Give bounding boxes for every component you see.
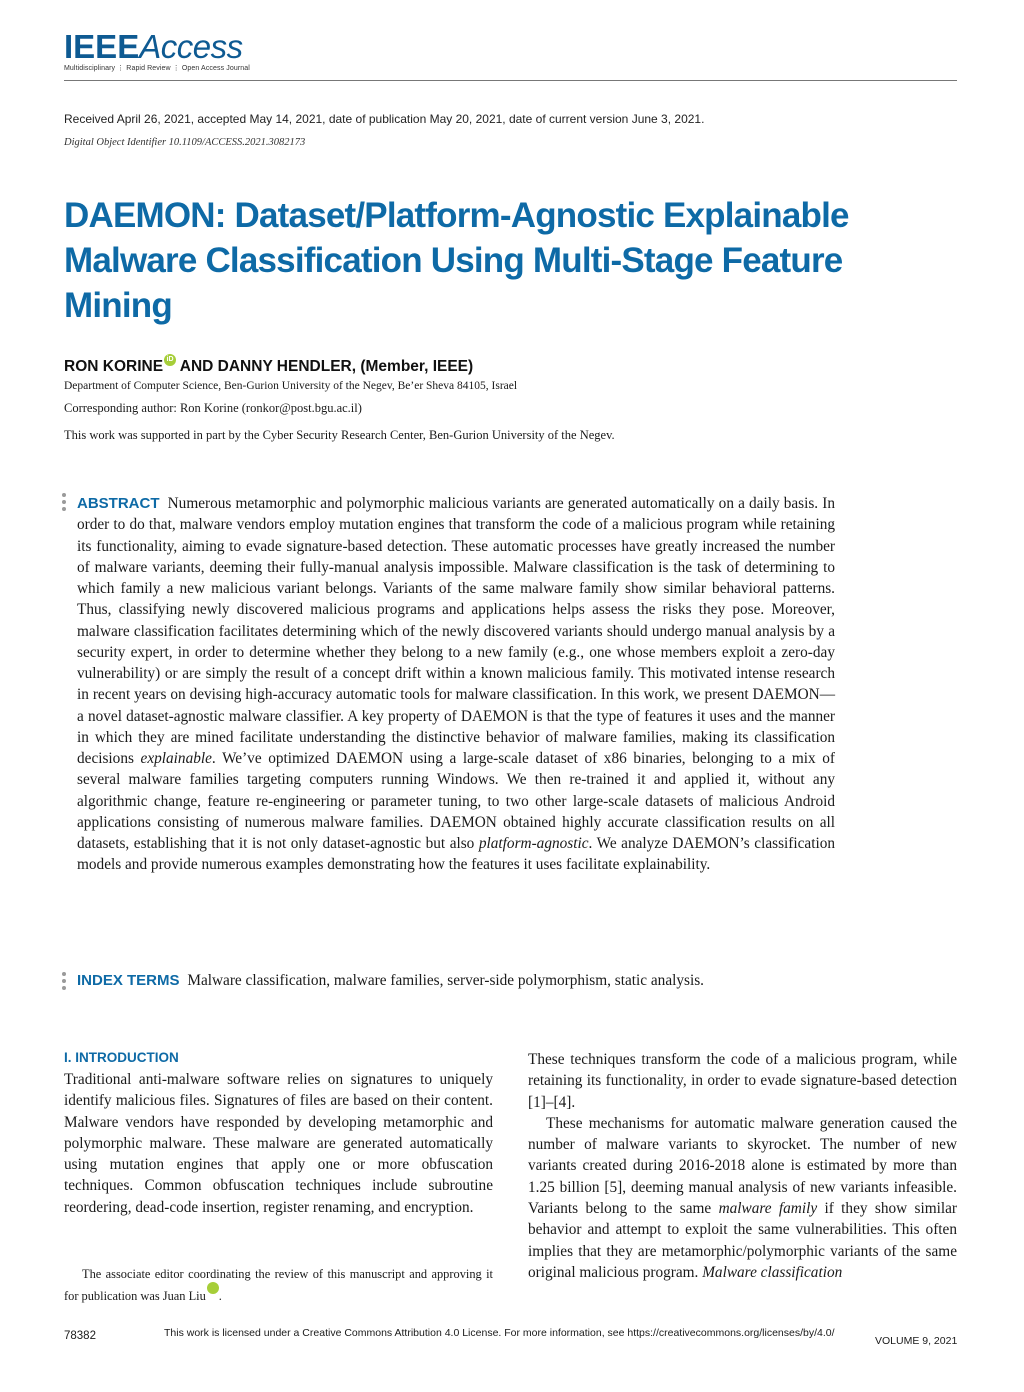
footnote-end: .	[218, 1288, 222, 1303]
abstract	[77, 493, 835, 876]
paragraph-text: These mechanisms for automatic malware generation caused the number of malware variants to skyrocket. The number of new variants created during 2016-2018 alone is estimated by more than 1.25 billion [5], deeming manual analysis of new variants infeasible. Variants belong to the same	[528, 1114, 957, 1218]
paragraph-emphasis: Malware classification	[702, 1263, 843, 1281]
orcid-icon[interactable]: iD	[164, 354, 176, 366]
journal-logo	[64, 30, 264, 75]
body-paragraph: Traditional anti-malware software relies on signatures to uniquely identify malicious files. Signatures of files are based on their content. Malware vendors have responded by developing metamorphic and polymorphic malware. These malware are generated automatically using mutation engines that apply one or more obfuscation techniques. Common obfuscation techniques include subroutine reordering, dead-code insertion, register renaming, and encryption.	[64, 1071, 493, 1216]
journal-brand-light: Access	[139, 28, 243, 65]
abstract-marker-icon	[62, 493, 67, 514]
paper-title: DAEMON: Dataset/Platform-Agnostic Explainable Malware Classification Using Multi-Stage Feature Mining	[64, 196, 849, 325]
page-number: 78382	[64, 1330, 96, 1342]
editor-footnote	[64, 1264, 493, 1307]
abstract-text: . We analyze DAEMON’s classification models and provide numerous examples demonstrating how the features it uses facilitate explainability.	[77, 835, 836, 874]
volume-info: VOLUME 9, 2021	[875, 1335, 958, 1347]
funding-note: This work was supported in part by the Cyber Security Research Center, Ben-Gurion University of the Negev.	[64, 428, 615, 442]
journal-wordmark	[64, 30, 264, 63]
index-terms-marker-icon	[62, 972, 67, 993]
body-paragraph	[528, 1113, 957, 1283]
journal-brand-bold: IEEE	[64, 28, 140, 65]
author-list	[64, 358, 473, 376]
doi: Digital Object Identifier 10.1109/ACCESS.2021.3082173	[64, 137, 306, 148]
paragraph-text: if they show similar behavior and attempt to exploit the same vulnerabilities. This often implies that they are metamorphic/polymorphic variants of the same original malicious program.	[528, 1200, 958, 1281]
abstract-emphasis: platform-agnostic	[478, 835, 589, 852]
index-terms-label: INDEX TERMS	[77, 972, 180, 989]
body-paragraph: These techniques transform the code of a malicious program, while retaining its functionality, in order to evade signature-based detection [1]–[4].	[528, 1051, 957, 1111]
license-notice: This work is licensed under a Creative Commons Attribution 4.0 License. For more information, see https://creativecommons.org/licenses/by/4.0/	[164, 1327, 835, 1339]
author-name: AND DANNY HENDLER, (Member, IEEE)	[179, 358, 474, 375]
header-divider	[64, 80, 957, 81]
abstract-label: ABSTRACT	[77, 495, 160, 512]
footnote-text: The associate editor coordinating the review of this manuscript and approving it for publication was Juan Liu	[64, 1267, 493, 1303]
journal-tagline: Multidisciplinary ⋮ Rapid Review ⋮ Open Access Journal	[64, 65, 250, 72]
left-column	[64, 1049, 493, 1218]
paragraph-emphasis: malware family	[718, 1200, 818, 1218]
author-name: RON KORINE	[64, 358, 164, 375]
abstract-emphasis: explainable	[140, 750, 212, 767]
abstract-text: Numerous metamorphic and polymorphic malicious variants are generated automatically on a daily basis. In order to do that, malware vendors employ mutation engines that transform the code of a malicious program while retaining its functionality, aiming to evade signature-based detection. These automatic processes have greatly increased the number of malware variants, deeming their fully-manual analysis impossible. Malware classification is the task of determining to which family a new malicious variant belongs. Variants of the same malware family show similar behavioral patterns. Thus, classifying newly discovered malicious programs and applications helps assess the risks they pose. Moreover, malware classification facilitates determining which of the newly discovered variants should undergo manual analysis by a security expert, in order to determine whether they belong to a new family (e.g., one whose members exploit a zero-day vulnerability) or are simply the result of a concept drift within a known malicious family. This motivated intense research in recent years on devising high-accuracy automatic tools for malware classification. In this work, we present DAEMON—a novel dataset-agnostic malware classifier. A key property of DAEMON is that the type of features it uses and the manner in which they are mined facilitate understanding the distinctive behavior of malware families, making its classification decisions	[77, 495, 835, 767]
corresponding-author: Corresponding author: Ron Korine (ronkor@post.bgu.ac.il)	[64, 401, 362, 415]
received-dates: Received April 26, 2021, accepted May 14, 2021, date of publication May 20, 2021, date of current version June 3, 2021.	[64, 112, 705, 126]
affiliation: Department of Computer Science, Ben-Gurion University of the Negev, Be’er Sheva 84105, Israel	[64, 380, 518, 392]
abstract-text: . We’ve optimized DAEMON using a large-scale dataset of x86 binaries, belonging to a mix of several malware families targeting computers running Windows. We then re-trained it and applied it, without any algorithmic change, feature re-engineering or parameter tuning, to two other large-scale datasets of malicious Android applications consisting of numerous malware families. DAEMON obtained highly accurate classification results on all datasets, establishing that it is not only dataset-agnostic but also	[77, 750, 835, 852]
index-terms-text: Malware classification, malware families, server-side polymorphism, static analysis.	[187, 972, 705, 989]
orcid-icon[interactable]: iD	[207, 1282, 219, 1294]
index-terms	[77, 970, 837, 991]
right-column	[528, 1049, 957, 1283]
section-heading: I. INTRODUCTION	[64, 1050, 179, 1065]
